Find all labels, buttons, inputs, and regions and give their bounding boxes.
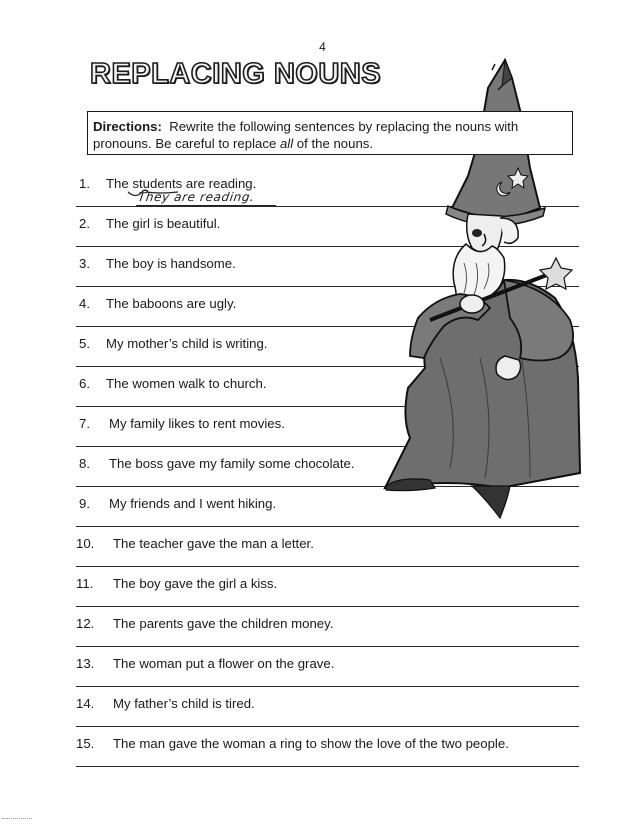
answer-line <box>76 526 579 527</box>
question-text: My friends and I went hiking. <box>109 496 277 511</box>
question-text: The woman put a flower on the grave. <box>113 656 335 671</box>
question-number: 13. <box>76 656 95 671</box>
answer-line <box>76 726 579 727</box>
question-number: 2. <box>79 216 90 231</box>
question-text: My father’s child is tired. <box>113 696 255 711</box>
directions-line-2 <box>93 135 564 152</box>
question-number: 7. <box>79 416 90 431</box>
page-number: 4 <box>319 40 326 54</box>
question-number: 3. <box>79 256 90 271</box>
wand-star-icon <box>540 258 572 289</box>
page-title: REPLACING NOUNS <box>90 58 382 90</box>
question-text: My mother’s child is writing. <box>106 336 268 351</box>
directions-line-1 <box>93 118 564 135</box>
question-text: The boss gave my family some chocolate. <box>109 456 355 471</box>
question-number: 4. <box>79 296 90 311</box>
question-number: 1. <box>79 176 90 191</box>
question-number: 5. <box>79 336 90 351</box>
question-number: 12. <box>76 616 95 631</box>
question-text: My family likes to rent movies. <box>109 416 285 431</box>
question-number: 9. <box>79 496 90 511</box>
question-text: The man gave the woman a ring to show the love of the two people. <box>113 736 509 751</box>
question-number: 11. <box>76 576 94 591</box>
question-text: The teacher gave the man a letter. <box>113 536 314 551</box>
question-text: The boy gave the girl a kiss. <box>113 576 278 591</box>
question-text: The baboons are ugly. <box>106 296 237 311</box>
question-number: 10. <box>76 536 95 551</box>
directions-box <box>87 111 573 155</box>
question-number: 6. <box>79 376 90 391</box>
question-number: 8. <box>79 456 90 471</box>
directions-text-1: Rewrite the following sentences by replacing the nouns with <box>169 119 519 134</box>
question-number: 15. <box>76 736 95 751</box>
question-text: The women walk to church. <box>106 376 267 391</box>
question-text: The students are reading. <box>106 176 257 191</box>
answer-line <box>76 766 579 767</box>
question-text: The girl is beautiful. <box>106 216 221 231</box>
question-text: The boy is handsome. <box>106 256 236 271</box>
directions-emphasis: all <box>279 136 294 151</box>
question-text: The parents gave the children money. <box>113 616 334 631</box>
scan-artifact <box>2 818 32 819</box>
answer-line <box>76 566 579 567</box>
handwritten-answer-underline <box>136 205 276 206</box>
answer-line <box>76 606 579 607</box>
directions-text-2b: of the nouns. <box>293 136 374 151</box>
handwritten-answer: They are reading. <box>137 190 256 204</box>
answer-line <box>76 686 579 687</box>
directions-text-2a: pronouns. Be careful to replace <box>93 136 280 151</box>
directions-label: Directions: <box>93 119 162 134</box>
answer-line <box>76 646 579 647</box>
question-number: 14. <box>76 696 95 711</box>
